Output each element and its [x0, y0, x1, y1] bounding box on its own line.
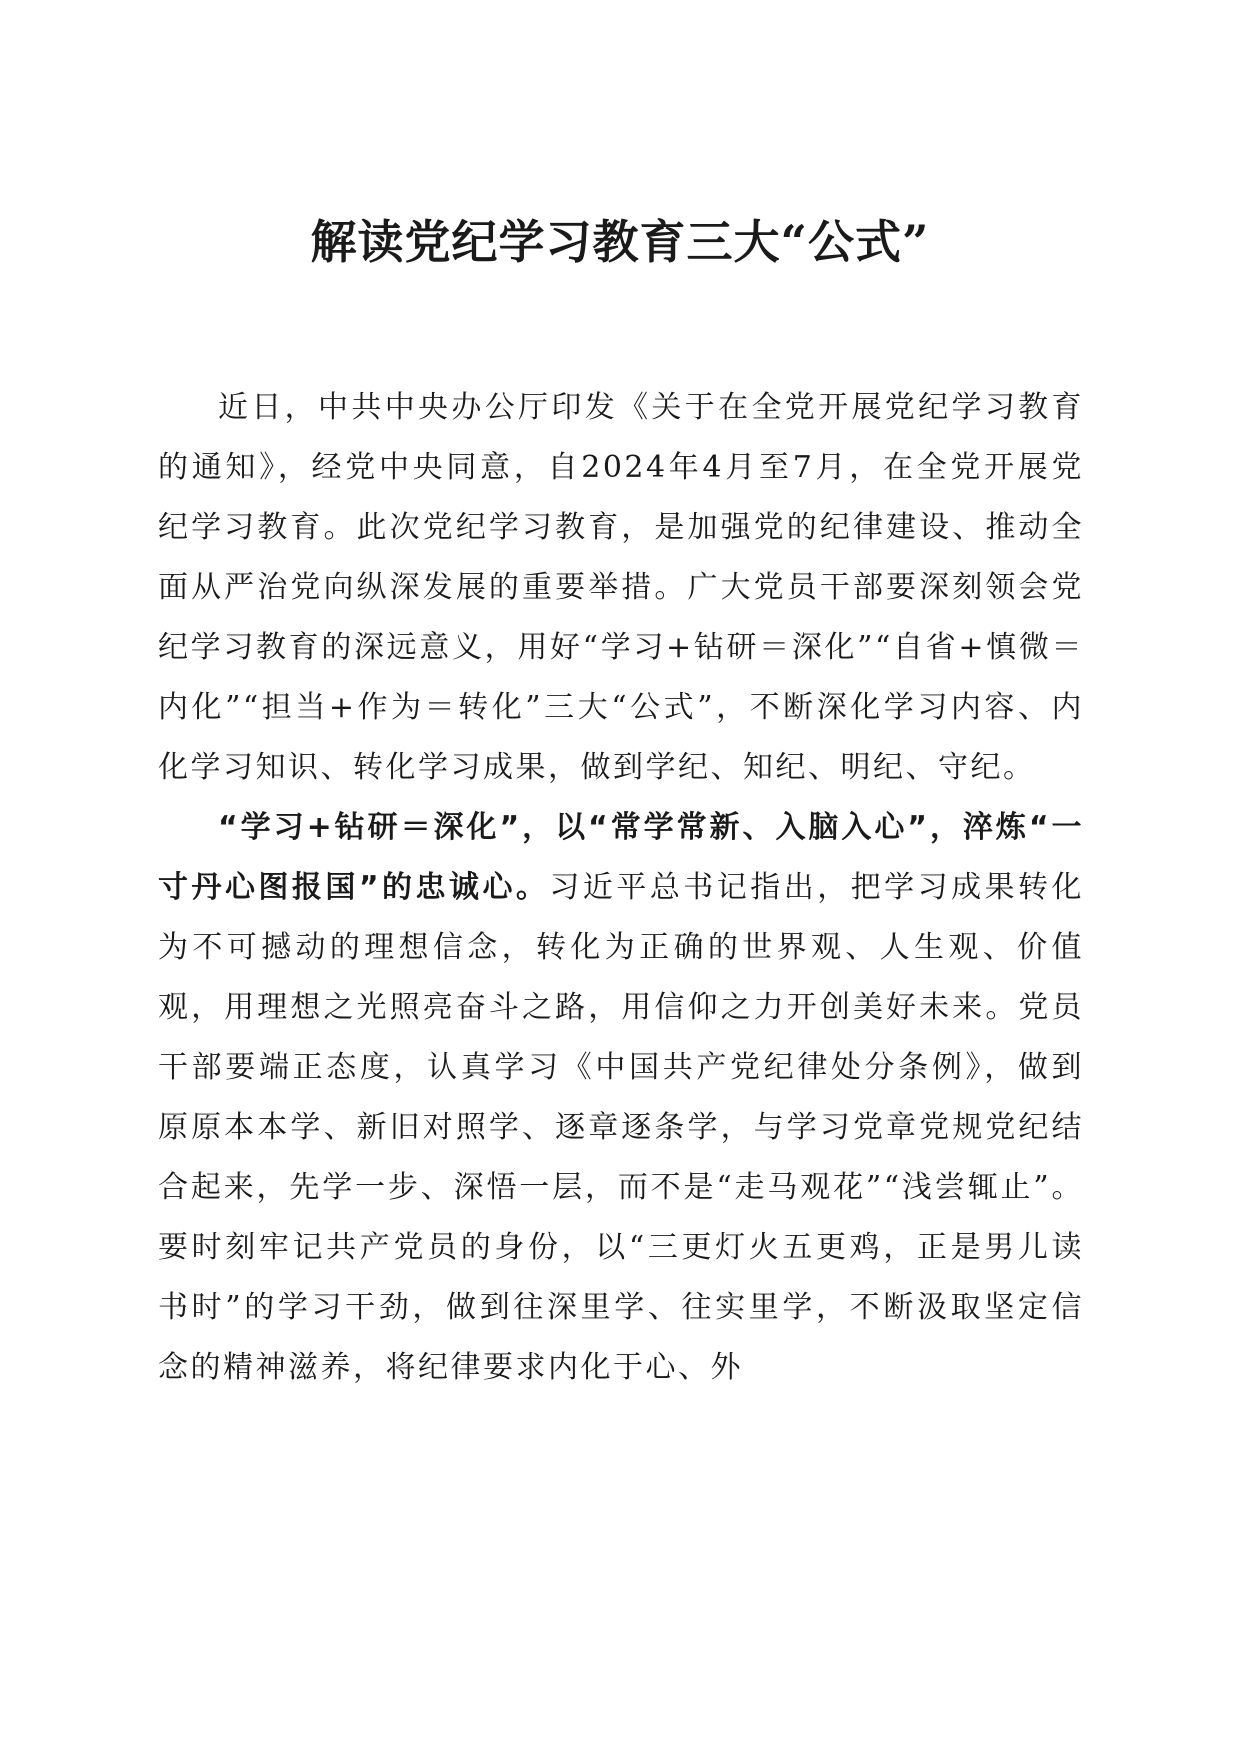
document-title: 解读党纪学习教育三大“公式” [310, 215, 930, 269]
paragraph-formula-1-heading: “学习+钻研＝深化”，以“常学常新、入脑入心”，淬炼“一寸丹心图报国”的忠诚心。 [158, 810, 1084, 905]
paragraph-intro [158, 378, 1084, 798]
paragraph-intro-text: 近日，中共中央办公厅印发《关于在全党开展党纪学习教育的通知》，经党中央同意，自2024年4月至7月，在全党开展党纪学习教育。此次党纪学习教育，是加强党的纪律建设、推动全面从严治党向纵深发展的重要举措。广大党员干部要深刻领会党纪学习教育的深远意义，用好“学习+钻研＝深化”“自省+慎微＝内化”“担当+作为＝转化”三大“公式”，不断深化学习内容、内化学习知识、转化学习成果，做到学纪、知纪、明纪、守纪。 [158, 390, 1084, 785]
paragraph-formula-1-text: 习近平总书记指出，把学习成果转化为不可撼动的理想信念，转化为正确的世界观、人生观、价值观，用理想之光照亮奋斗之路，用信仰之力开创美好未来。党员干部要端正态度，认真学习《中国共产党纪律处分条例》，做到原原本本学、新旧对照学、逐章逐条学，与学习党章党规党纪结合起来，先学一步、深悟一层，而不是“走马观花”“浅尝辄止”。要时刻牢记共产党员的身份，以“三更灯火五更鸡，正是男儿读书时”的学习干劲，做到往深里学、往实里学，不断汲取坚定信念的精神滋养，将纪律要求内化于心、外 [158, 870, 1085, 1385]
paragraph-formula-1 [158, 798, 1084, 1398]
document-body [158, 378, 1084, 1398]
